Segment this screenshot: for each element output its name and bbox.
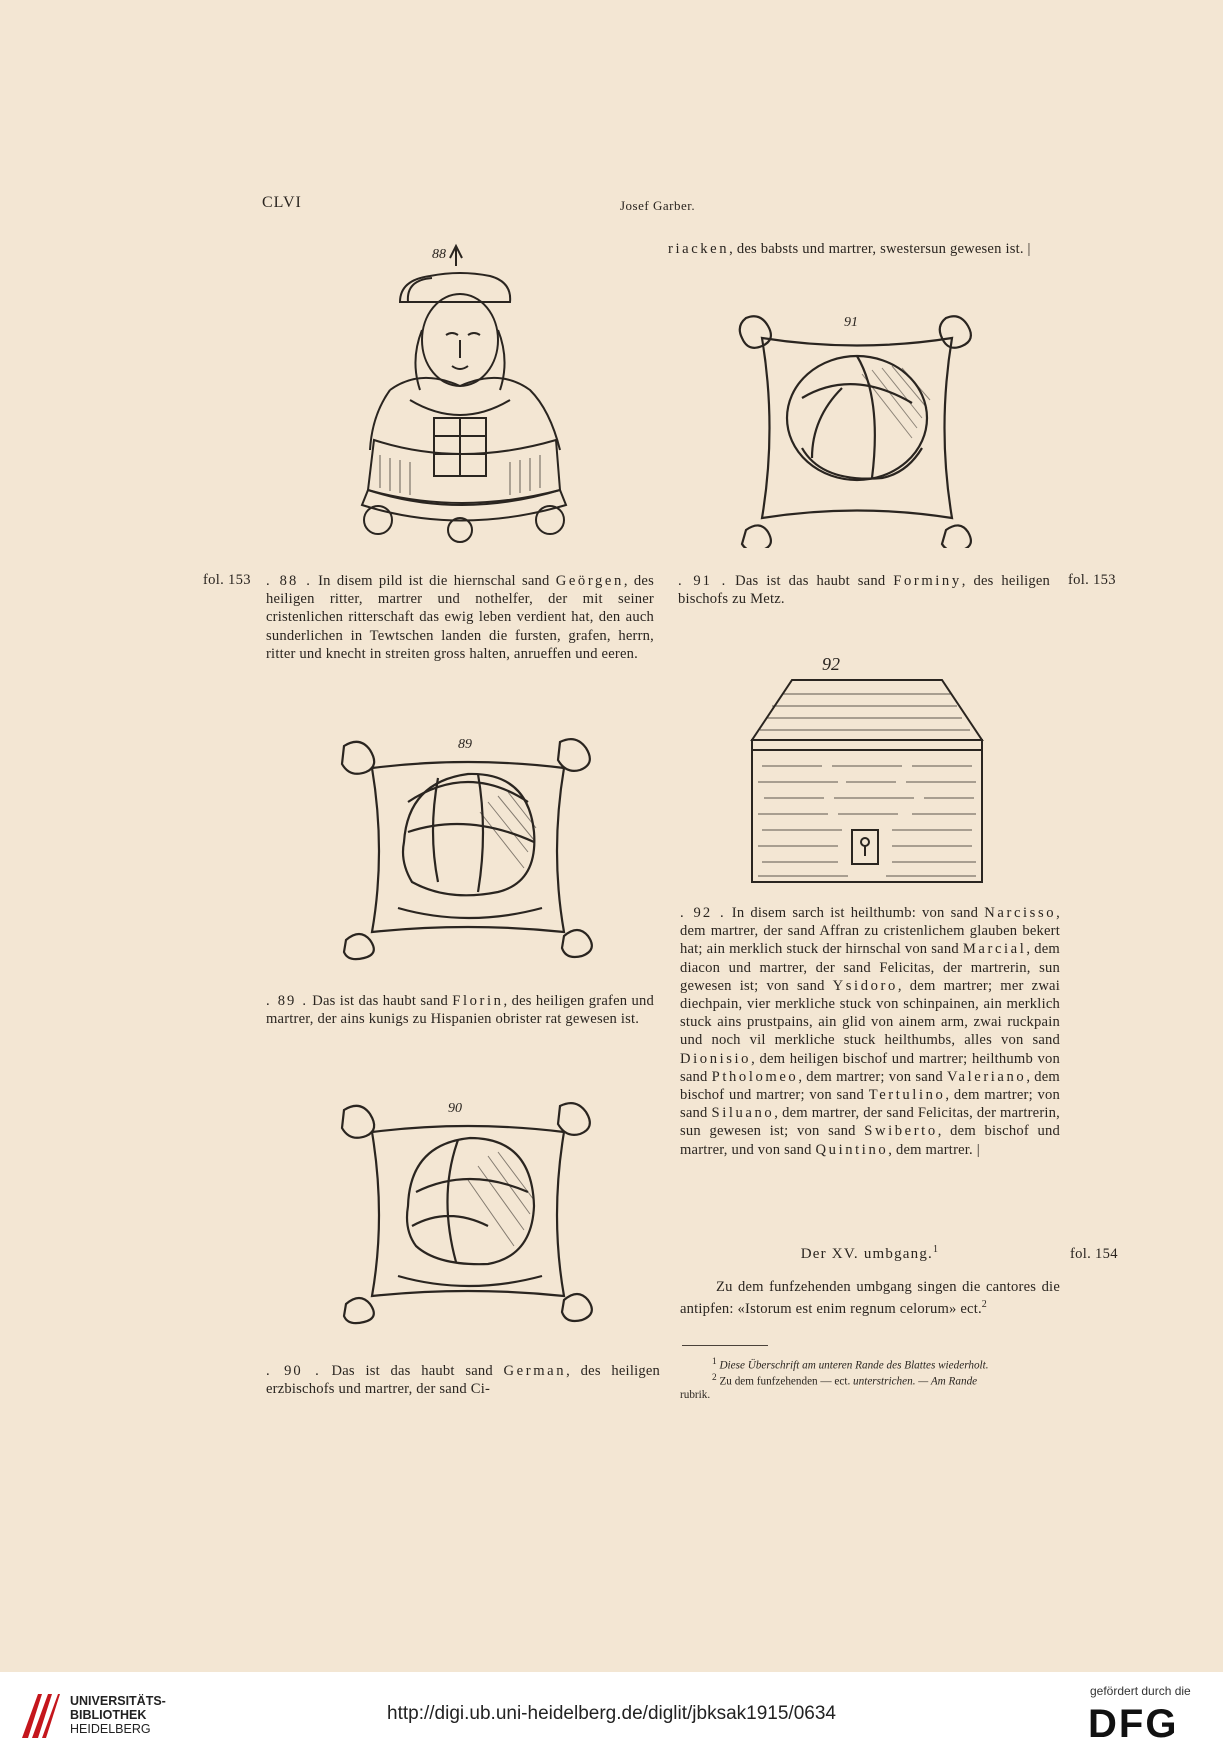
entry-88-text-b: , des heiligen ritter, martrer und nothelfer, der mit seiner cristenlichen ritterschaft das ewig leben verdient hat, den auch sunderlichen in Tewtschen landen die fursten, grafen, herrn, ritter und knecht in streiten gross halten, anrueffen und eeren.: [266, 573, 654, 662]
footnote-2-continuation: rubrik.: [680, 1388, 711, 1401]
entry-91-number: . 91 .: [678, 573, 728, 589]
footnotes: [680, 1356, 1062, 1401]
figure-91-label: 91: [844, 315, 858, 330]
entry-90-saint-name: German: [503, 1363, 567, 1379]
entry-90-number: . 90 .: [266, 1363, 321, 1379]
entry-92-saint-9: Swiberto: [864, 1123, 938, 1140]
entry-91: [678, 572, 1050, 608]
entry-92-text-6: , dem martrer; von sand: [798, 1068, 943, 1085]
entry-91-saint-name: Forminy: [893, 573, 962, 589]
margin-fol-154: fol. 154: [1070, 1246, 1118, 1262]
entry-92-saint-4: Dionisio: [680, 1050, 752, 1067]
figure-88: [360, 240, 590, 550]
entry-92-saint-3: Ysidoro: [832, 977, 898, 994]
library-name-line-2: BIBLIOTHEK: [70, 1708, 147, 1722]
skull-on-cushion-icon: [338, 732, 598, 964]
digitization-footer: [0, 1672, 1223, 1760]
library-name-line-3: HEIDELBERG: [70, 1722, 151, 1736]
entry-92-text-8: , dem martrer; von sand: [680, 1087, 1060, 1122]
section-paragraph-text: Zu dem funfzehenden umbgang singen die cantores die antipfen: «Istorum est enim regnum celorum» ect.: [680, 1279, 1060, 1318]
crowned-reliquary-bust-icon: [360, 240, 590, 550]
entry-90: [266, 1362, 660, 1398]
margin-fol-153-left: fol. 153: [203, 572, 251, 588]
figure-89: [338, 732, 598, 964]
section-paragraph-note-mark: 2: [981, 1299, 987, 1311]
entry-88: [266, 572, 654, 663]
funding-note: gefördert durch die: [1090, 1684, 1191, 1698]
figure-92-label: 92: [822, 654, 840, 674]
library-name-line-1: UNIVERSITÄTS-: [70, 1694, 166, 1708]
entry-89-text-b: , des heiligen grafen und martrer, der ains kunigs zu Hispanien obrister rat gewesen ist.: [266, 993, 655, 1028]
entry-92-saint-5: Ptholomeo: [711, 1068, 799, 1085]
footnote-1: [680, 1356, 1062, 1372]
section-heading-note-mark: 1: [933, 1244, 940, 1255]
entry-89-saint-name: Florin: [452, 993, 504, 1009]
entry-92-text-10: , dem bischof und martrer, und von sand: [680, 1123, 1060, 1158]
margin-fol-153-right: fol. 153: [1068, 572, 1116, 588]
entry-92-text-3: , dem diacon und martrer, der sand Felicitas, der martrerin, sun gewesen ist; von sand: [680, 941, 1060, 994]
entry-91-text-b: , des heiligen bischofs zu Metz.: [678, 573, 1050, 608]
entry-90-text-b: , des heiligen erzbischofs und martrer, der sand Ci-: [266, 1363, 660, 1398]
figure-90-label: 90: [448, 1101, 462, 1116]
figure-92: [742, 650, 992, 885]
entry-92-text-9: , dem martrer, der sand Felicitas, der martrerin, sun gewesen ist; von sand: [680, 1105, 1061, 1140]
figure-91: [732, 308, 982, 548]
entry-91-text-a: Das ist das haubt sand: [735, 573, 886, 589]
figure-90: [338, 1096, 598, 1328]
section-heading-text: Der XV. umbgang.: [800, 1246, 934, 1262]
footnote-2-text-b: unterstrichen. — Am Rande: [853, 1376, 978, 1389]
entry-90-cont-text: , des babsts und martrer, swestersun gewesen ist. |: [729, 241, 1031, 257]
entry-90-text-a: Das ist das haubt sand: [331, 1363, 493, 1379]
entry-92-saint-10: Quintino: [815, 1141, 889, 1158]
figure-88-label: 88: [432, 247, 446, 262]
entry-92-saint-1: Narcisso: [984, 905, 1057, 921]
entry-92-text-2: , dem martrer, der sand Affran zu cristenlichem glauben bekert hat; ain merklich stuck der hirnschal von sand: [680, 905, 1060, 958]
footnote-2-text-a: Zu dem funfzehenden — ect.: [719, 1376, 851, 1389]
skull-on-cushion-icon: [732, 308, 982, 548]
footnote-2-mark: 2: [712, 1373, 717, 1384]
entry-92-text-4: , dem martrer; mer zwai diechpain, vier merkliche stuck von schinpainen, ain merklich stuck ains prustpains, ain glid von ainem arm, zwai ruckpain und noch vil merkliche stuck heilthumbs, alles von sand: [680, 977, 1060, 1049]
entry-88-text-a: In disem pild ist die hiernschal sand: [318, 573, 550, 589]
entry-92-text-11: , dem martrer. |: [888, 1141, 980, 1158]
entry-92-text-1: In disem sarch ist heilthumb: von sand: [731, 905, 979, 921]
sarcophagus-chest-icon: [742, 650, 992, 885]
entry-90-cont-saint-name: riacken: [668, 241, 730, 257]
entry-89: [266, 992, 654, 1028]
entry-92-saint-6: Valeriano: [946, 1068, 1027, 1085]
footnote-1-mark: 1: [712, 1357, 717, 1367]
footnote-2: [680, 1372, 1062, 1388]
entry-92-saint-2: Marcial: [962, 941, 1027, 958]
permalink-url[interactable]: http://digi.ub.uni-heidelberg.de/diglit/jbksak1915/0634: [387, 1703, 836, 1724]
entry-89-number: . 89 .: [266, 993, 308, 1009]
entry-89-text-a: Das ist das haubt sand: [312, 993, 448, 1009]
entry-92-number: . 92 .: [680, 905, 726, 921]
section-heading: [680, 1244, 1060, 1263]
page-folio: CLVI: [262, 194, 302, 211]
footnote-rule: [682, 1345, 768, 1346]
running-head-author: Josef Garber.: [620, 198, 696, 213]
entry-88-saint-name: Geörgen: [555, 573, 624, 589]
entry-92-text-5: , dem heiligen bischof und martrer; heilthumb von sand: [680, 1050, 1060, 1085]
section-paragraph: [680, 1278, 1060, 1318]
entry-92-text-7: , dem bischof und martrer; von sand: [680, 1068, 1060, 1104]
entry-90-continuation: [668, 240, 1052, 258]
footnote-1-text: Diese Überschrift am unteren Rande des Blattes wiederholt.: [719, 1359, 989, 1372]
dfg-logo: DFG: [1088, 1702, 1179, 1746]
figure-89-label: 89: [458, 737, 472, 752]
entry-92-saint-8: Siluano: [711, 1105, 775, 1122]
entry-88-number: . 88 .: [266, 573, 312, 589]
skull-on-cushion-icon: [338, 1096, 598, 1328]
entry-92-saint-7: Tertulino: [868, 1087, 946, 1104]
entry-92: [680, 904, 1060, 1159]
